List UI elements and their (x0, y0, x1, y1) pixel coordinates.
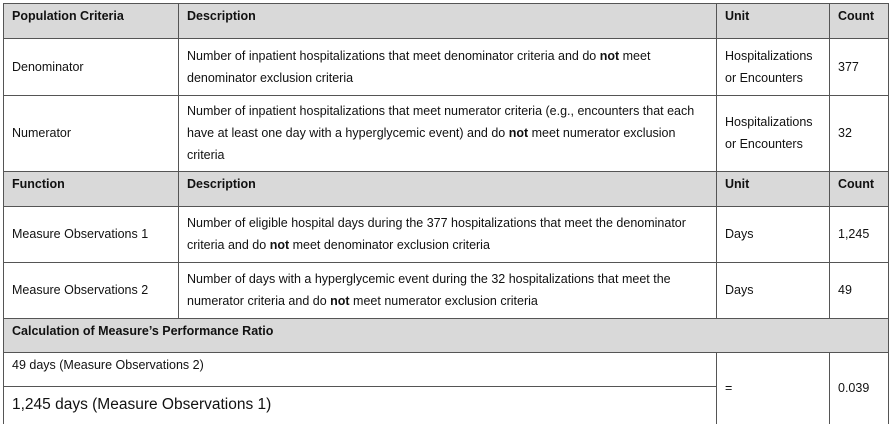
vline-1 (178, 3, 179, 318)
header-unit-2: Unit (716, 171, 829, 206)
vline-left (3, 3, 4, 424)
calculation-numerator: 49 days (Measure Observations 2) (12, 358, 204, 372)
row-numerator-description: Number of inpatient hospitalizations that meet numerator criteria (e.g., encounters that each have at least one day with a hyperglycemic event) and do not meet numerator exclusion criteria (187, 104, 695, 162)
header-population-criteria: Population Criteria (3, 3, 178, 38)
hline-6 (3, 318, 889, 319)
row-numerator-criteria: Numerator (12, 126, 72, 140)
hline-4 (3, 206, 889, 207)
fraction-bar (3, 386, 716, 387)
header-count-2: Count (829, 171, 889, 206)
calculation-result: 0.039 (838, 381, 870, 395)
row-denominator-criteria: Denominator (12, 59, 84, 74)
row-observations-1-unit: Days (725, 227, 754, 241)
calculation-equals: = (725, 381, 733, 395)
hline-3 (3, 171, 889, 172)
vline-right (888, 3, 889, 424)
row-observations-2-description: Number of days with a hyperglycemic event during the 32 hospitalizations that meet the numerator criteria and do not meet numerator exclusion criteria (187, 272, 671, 308)
vline-2 (716, 3, 717, 318)
vline-3 (829, 3, 830, 318)
row-numerator-unit: Hospitalizations or Encounters (725, 115, 813, 151)
row-denominator-description: Number of inpatient hospitalizations that meet denominator criteria and do not meet denominator exclusion criteria (187, 48, 651, 85)
row-observations-2-function: Measure Observations 2 (12, 283, 149, 297)
row-observations-2-count: 49 (838, 283, 852, 297)
hline-top (3, 3, 889, 4)
calculation-title: Calculation of Measure’s Performance Ratio (3, 318, 889, 352)
row-observations-1-function: Measure Observations 1 (12, 227, 149, 241)
header-description-2: Description (178, 171, 716, 206)
hline-1 (3, 38, 889, 39)
vline-3b (829, 352, 830, 424)
header-description: Description (178, 3, 716, 38)
row-denominator-count: 377 (838, 59, 859, 74)
hline-7 (3, 352, 889, 353)
header-count: Count (829, 3, 889, 38)
vline-2b (716, 352, 717, 424)
header-unit: Unit (716, 3, 829, 38)
row-observations-1-count: 1,245 (838, 227, 870, 241)
hline-2 (3, 95, 889, 96)
row-numerator-count: 32 (838, 126, 852, 140)
row-observations-2-unit: Days (725, 283, 754, 297)
calculation-denominator: 1,245 days (Measure Observations 1) (12, 396, 272, 413)
row-observations-1-description: Number of eligible hospital days during the 377 hospitalizations that meet the denominator criteria and do not meet denominator exclusion criteria (187, 216, 686, 252)
row-denominator-unit: Hospitalizations or Encounters (725, 48, 813, 85)
hline-5 (3, 262, 889, 263)
header-function: Function (3, 171, 178, 206)
